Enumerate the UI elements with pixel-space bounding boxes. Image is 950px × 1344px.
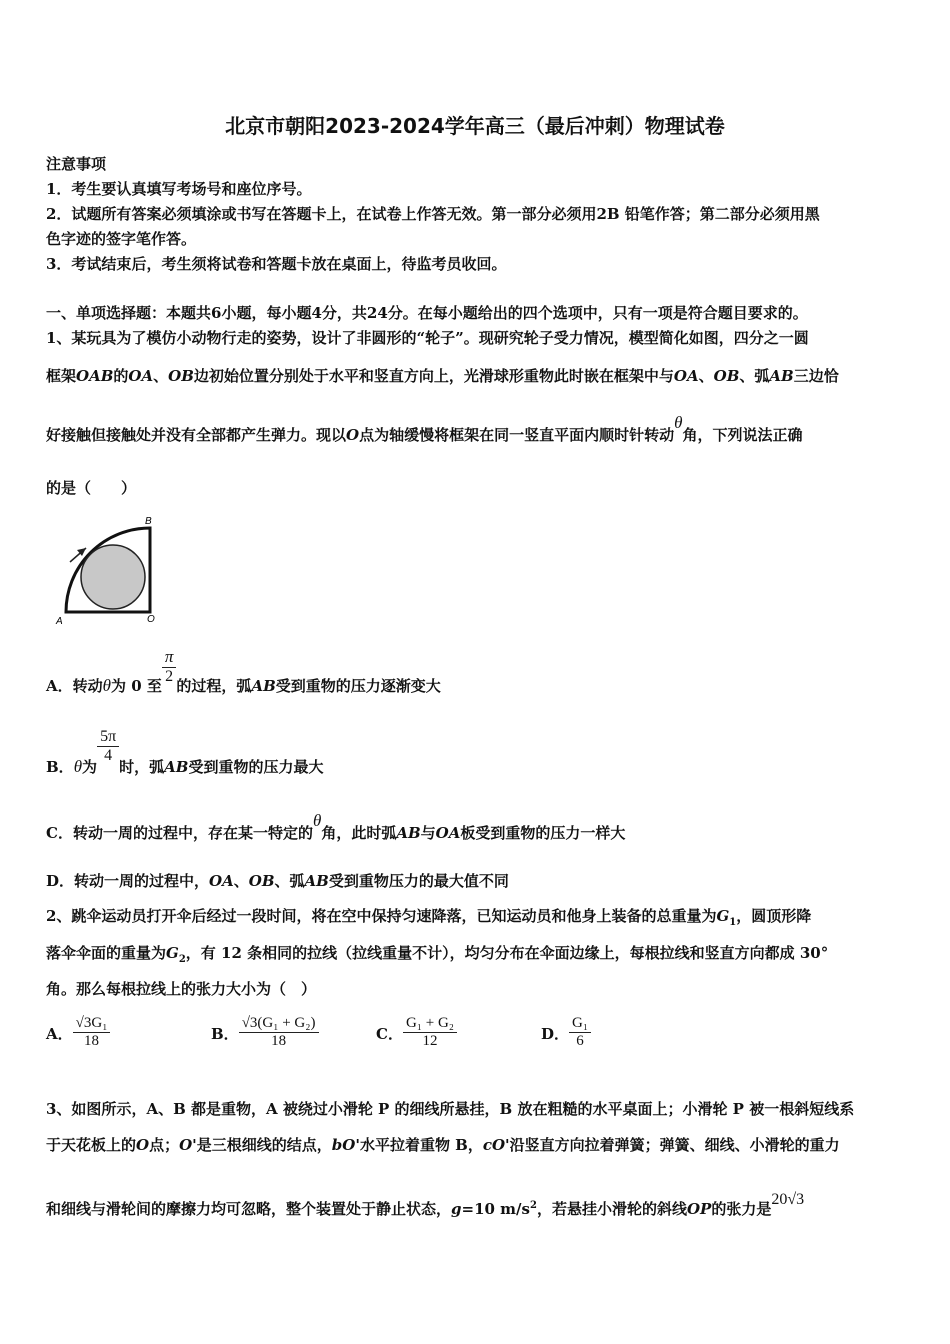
notice-item: 色字迹的签字笔作答。 — [46, 230, 197, 248]
q1-text: 框架OAB的OA、OB边初始位置分别处于水平和竖直方向上，光滑球形重物此时嵌在框架中与OA、OB、弧AB三边恰 — [46, 367, 839, 385]
section-heading: 一、单项选择题：本题共6小题，每小题4分，共24分。在每小题给出的四个选项中，只有一项是符合题目要求的。 — [46, 304, 808, 322]
q2-option-c: C． $\frac{\text{G₁ + G₂}}{12}$ — [376, 1015, 457, 1050]
q1-option-d: D．转动一周的过程中，OA、OB、弧AB受到重物压力的最大值不同 — [46, 872, 509, 890]
notice-item: 3．考试结束后，考生须将试卷和答题卡放在桌面上，待监考员收回。 — [46, 255, 507, 273]
q1-option-c: C．转动一周的过程中，存在某一特定的θ角，此时弧AB与OA板受到重物的压力一样大 — [46, 811, 626, 842]
q1-option-b: B．θ为 $\frac{5\pi}{4}$ 时，弧AB受到重物的压力最大 — [46, 728, 324, 776]
label-b: B — [145, 516, 152, 527]
fraction-pi-over-2: $\frac{\pi}{2}$ — [162, 647, 177, 686]
q1-text: 好接触但接触处并没有全部都产生弹力。现以O点为轴缓慢将框架在同一竖直平面内顺时针转动θ角，下列说法正确 — [46, 413, 803, 444]
q3-text: 3、如图所示，A、B 都是重物，A 被绕过小滑轮 P 的细线所悬挂，B 放在粗糙的水平桌面上；小滑轮 P 被一根斜短线系 — [46, 1100, 855, 1118]
notice-item: 2．试题所有答案必须填涂或书写在答题卡上，在试卷上作答无效。第一部分必须用2B 铅笔作答；第二部分必须用黑 — [46, 205, 820, 223]
label-a: A — [56, 616, 63, 627]
q1-option-a: A．转动θ为 0 至 $\frac{\pi}{2}$ 的过程，弧AB受到重物的压力逐渐变大 — [46, 647, 441, 695]
q1-text: 的是（ ） — [46, 479, 137, 497]
q2-text: 角。那么每根拉线上的张力大小为（ ） — [46, 980, 317, 998]
q2-option-d: D． $\frac{\text{G₁}}{6}$ — [541, 1015, 591, 1050]
quarter-circle-frame-figure — [52, 512, 164, 627]
fraction-5pi-over-4: $\frac{5\pi}{4}$ — [97, 728, 119, 765]
q1-text: 1、某玩具为了模仿小动物行走的姿势，设计了非圆形的“轮子”。现研究轮子受力情况，模型简化如图，四分之一圆 — [46, 329, 809, 347]
q2-option-b: B． $\frac{\text{√3(G₁ + G₂)}}{18}$ — [211, 1015, 319, 1050]
label-o: O — [147, 614, 155, 625]
page-title: 北京市朝阳2023-2024学年高三（最后冲刺）物理试卷 — [225, 114, 725, 138]
q2-text: 2、跳伞运动员打开伞后经过一段时间，将在空中保持匀速降落，已知运动员和他身上装备的总重量为$G_1$，圆顶形降 — [46, 907, 812, 928]
q3-text: 于天花板上的O点；O'是三根细线的结点，bO'水平拉着重物 B，cO'沿竖直方向拉着弹簧；弹簧、细线、小滑轮的重力 — [46, 1136, 840, 1154]
q3-text: 和细线与滑轮间的摩擦力均可忽略，整个装置处于静止状态，g=10 $m/s^2$，若悬挂小滑轮的斜线OP的张力是20√3 — [46, 1191, 805, 1218]
q2-text: 落伞伞面的重量为$G_2$，有 12 条相同的拉线（拉线重量不计），均匀分布在伞面边缘上，每根拉线和竖直方向都成 30° — [46, 944, 829, 965]
notice-heading: 注意事项 — [46, 155, 107, 173]
notice-item: 1．考生要认真填写考场号和座位序号。 — [46, 180, 312, 198]
q2-option-a: A． $\frac{\text{√3G₁}}{18}$ — [46, 1015, 110, 1050]
